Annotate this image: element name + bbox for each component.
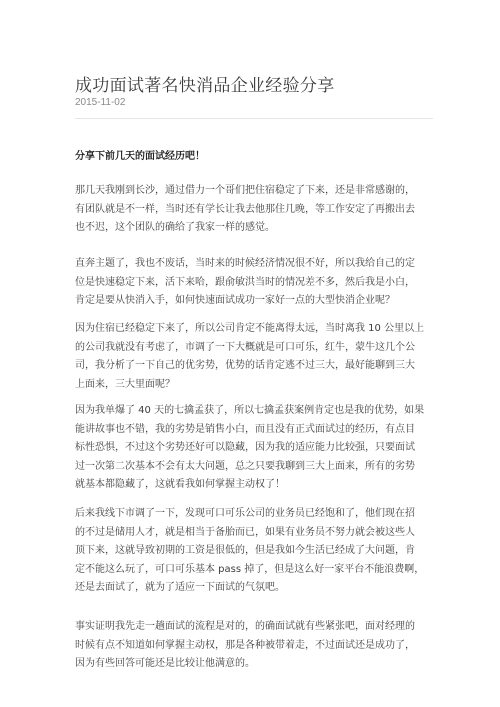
paragraph-line: 也不迟，这个团队的确给了我家一样的感觉。 <box>75 222 275 233</box>
paragraph-line: 有团队就是不一样，当时还有学长让我去他那住几晚，等工作安定了再搬出去 <box>75 203 415 215</box>
paragraph-line: 还是去面试了，就为了适应一下面试的气氛吧。 <box>75 582 285 593</box>
paragraph-5 <box>75 505 433 598</box>
paragraph-line: 顶下来，这就导致初期的工资是很低的，但是我如今生活已经成了大问题，肯 <box>75 545 415 556</box>
paragraph-line: 因为我单爆了 40 天的七擒孟获了，所以七擒孟获案例肯定也是我的优势，如果 <box>75 405 425 416</box>
intro-heading: 分享下前几天的面试经历吧！ <box>75 151 205 162</box>
paragraph-line: 那几天我刚到长沙，通过借力一个哥们把住宿稳定了下来，还是非常感谢的， <box>75 185 415 196</box>
paragraph-line: 司，我分析了一下自己的优劣势，优势的话肯定逃不过三大，最好能聊到三大 <box>75 360 415 371</box>
paragraph-line: 因为有些回答可能还是比较让他满意的。 <box>75 658 255 669</box>
paragraph-line: 直奔主题了，我也不废话，当时来的时候经济情况很不好，所以我给自己的定 <box>75 258 415 269</box>
title-divider <box>75 118 433 119</box>
paragraph-line: 因为住宿已经稳定下来了，所以公司肯定不能离得太远，当时离我 10 公里以上 <box>75 323 425 334</box>
paragraph-line: 能讲故事也不错，我的劣势是销售小白，而且没有正式面试过的经历，有点目 <box>75 423 415 435</box>
paragraph-line: 定不能这么玩了，可口可乐基本 pass 掉了，但是这么好一家平台不能浪费啊， <box>75 563 425 575</box>
paragraph-6 <box>75 618 433 674</box>
article-title: 成功面试著名快消品企业经验分享 <box>75 76 335 97</box>
paragraph-line: 位是快速稳定下来，活下来哈，跟俞敏洪当时的情况差不多，然后我是小白， <box>75 276 415 288</box>
paragraph-line: 事实证明我先走一趟面试的流程是对的，的确面试就有些紧张吧，面对经理的 <box>75 621 415 632</box>
paragraph-line: 后来我线下市调了一下，发现可口可乐公司的业务员已经饱和了，他们现在招 <box>75 508 415 519</box>
paragraph-2 <box>75 255 433 311</box>
paragraph-4 <box>75 402 433 495</box>
publish-date: 2015-11-02 <box>75 97 126 108</box>
paragraph-line: 的不过是储用人才，就是相当于备胎而已，如果有业务员不努力就会被这些人 <box>75 526 415 538</box>
paragraph-line: 过一次第二次基本不会有太大问题，总之只要我聊到三大上面来，所有的劣势 <box>75 460 415 472</box>
paragraph-line: 就基本都隐藏了，这就看我如何掌握主动权了！ <box>75 479 285 490</box>
paragraph-line: 上面来，三大里面呢？ <box>75 378 175 390</box>
paragraph-1 <box>75 182 433 238</box>
paragraph-line: 肯定是要从快消入手，如何快速面试成功一家好一点的大型快消企业呢？ <box>75 295 395 306</box>
paragraph-line: 时候有点不知道如何掌握主动权，那是各种被带着走，不过面试还是成功了， <box>75 639 415 651</box>
paragraph-3 <box>75 320 433 394</box>
paragraph-line: 的公司我就没有考虑了，市调了一下大概就是可口可乐，红牛，蒙牛这几个公 <box>75 341 415 353</box>
paragraph-line: 标性恐惧，不过这个劣势还好可以隐藏，因为我的适应能力比较强，只要面试 <box>75 442 415 453</box>
